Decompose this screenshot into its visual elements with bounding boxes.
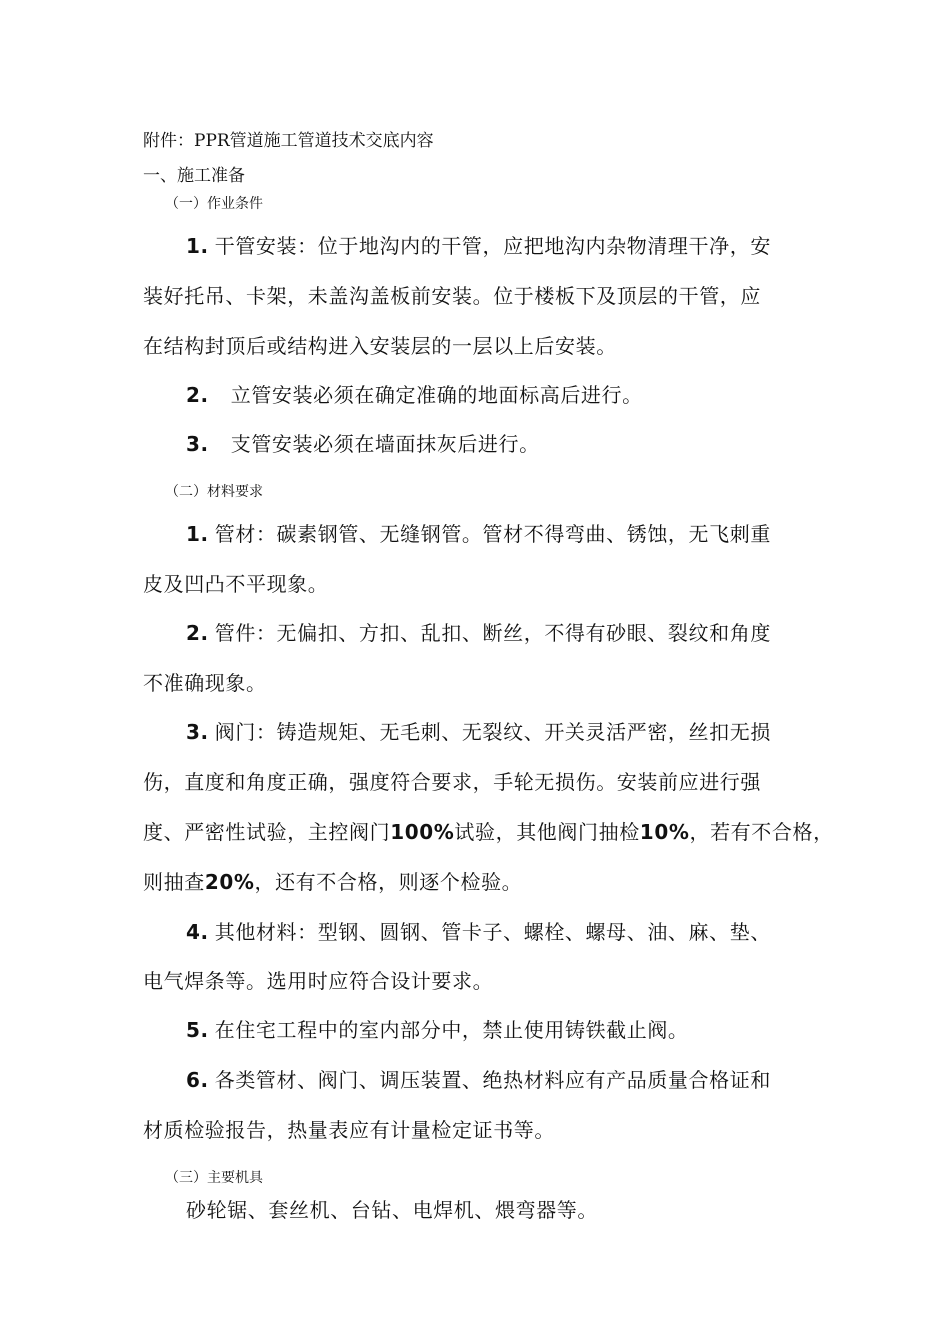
paragraph-line xyxy=(186,1014,689,1043)
paragraph-text: 则抽查 xyxy=(143,870,205,894)
paragraph-line: 不准确现象。 xyxy=(143,671,267,695)
item-number: 5. xyxy=(186,1018,209,1042)
item-number: 4. xyxy=(186,920,209,944)
paragraph-text: 各类管材、阀门、调压装置、绝热材料应有产品质量合格证和 xyxy=(214,1068,771,1092)
paragraph-text: ，若有不合格， xyxy=(689,820,834,844)
paragraph-text: 管材：碳素钢管、无缝钢管。管材不得弯曲、锈蚀，无飞刺重 xyxy=(214,522,771,546)
paragraph-line xyxy=(186,617,771,646)
paragraph-text: 阀门：铸造规矩、无毛刺、无裂纹、开关灵活严密，丝扣无损 xyxy=(214,720,771,744)
paragraph-text: 在住宅工程中的室内部分中，禁止使用铸铁截止阀。 xyxy=(214,1018,689,1042)
paragraph-line: 伤，直度和角度正确，强度符合要求，手轮无损伤。安装前应进行强 xyxy=(143,770,761,794)
document-title: 附件：PPR管道施工管道技术交底内容 xyxy=(143,131,434,151)
paragraph-line: 在结构封顶后或结构进入安装层的一层以上后安装。 xyxy=(143,334,617,358)
paragraph-line: 皮及凹凸不平现象。 xyxy=(143,572,329,596)
paragraph-text: ，还有不合格，则逐个检验。 xyxy=(254,870,523,894)
section-heading: 一、施工准备 xyxy=(143,166,245,186)
item-number: 3. xyxy=(186,720,209,744)
paragraph-line xyxy=(186,1064,771,1093)
paragraph-line xyxy=(186,518,771,547)
subsection-heading: （三）主要机具 xyxy=(165,1170,263,1186)
subsection-heading: （一）作业条件 xyxy=(165,196,263,212)
paragraph-text: 试验，其他阀门抽检 xyxy=(454,820,640,844)
paragraph-text: 干管安装：位于地沟内的干管，应把地沟内杂物清理干净，安 xyxy=(214,234,771,258)
paragraph-line xyxy=(143,866,522,895)
paragraph-line xyxy=(186,379,643,408)
paragraph-line xyxy=(186,716,771,745)
percentage: 10% xyxy=(639,820,690,844)
paragraph-text: 支管安装必须在墙面抹灰后进行。 xyxy=(230,432,540,456)
paragraph-line: 装好托吊、卡架，未盖沟盖板前安装。位于楼板下及顶层的干管，应 xyxy=(143,284,761,308)
percentage: 20% xyxy=(204,870,255,894)
paragraph-line: 砂轮锯、套丝机、台钻、电焊机、煨弯器等。 xyxy=(186,1198,598,1222)
item-number: 2. xyxy=(186,383,209,407)
item-number: 1. xyxy=(186,522,209,546)
paragraph-line: 电气焊条等。选用时应符合设计要求。 xyxy=(143,969,494,993)
item-number: 1. xyxy=(186,234,209,258)
paragraph-text: 度、严密性试验，主控阀门 xyxy=(143,820,391,844)
paragraph-line: 材质检验报告，热量表应有计量检定证书等。 xyxy=(143,1118,555,1142)
percentage: 100% xyxy=(390,820,455,844)
item-number: 2. xyxy=(186,621,209,645)
paragraph-line xyxy=(186,230,771,259)
paragraph-text: 立管安装必须在确定准确的地面标高后进行。 xyxy=(230,383,643,407)
item-number: 3. xyxy=(186,432,209,456)
paragraph-line xyxy=(143,816,834,845)
item-number: 6. xyxy=(186,1068,209,1092)
subsection-heading: （二）材料要求 xyxy=(165,484,263,500)
paragraph-text: 管件：无偏扣、方扣、乱扣、断丝，不得有砂眼、裂纹和角度 xyxy=(214,621,771,645)
paragraph-line xyxy=(186,916,771,945)
paragraph-line xyxy=(186,428,540,457)
paragraph-text: 其他材料：型钢、圆钢、管卡子、螺栓、螺母、油、麻、垫、 xyxy=(214,920,771,944)
